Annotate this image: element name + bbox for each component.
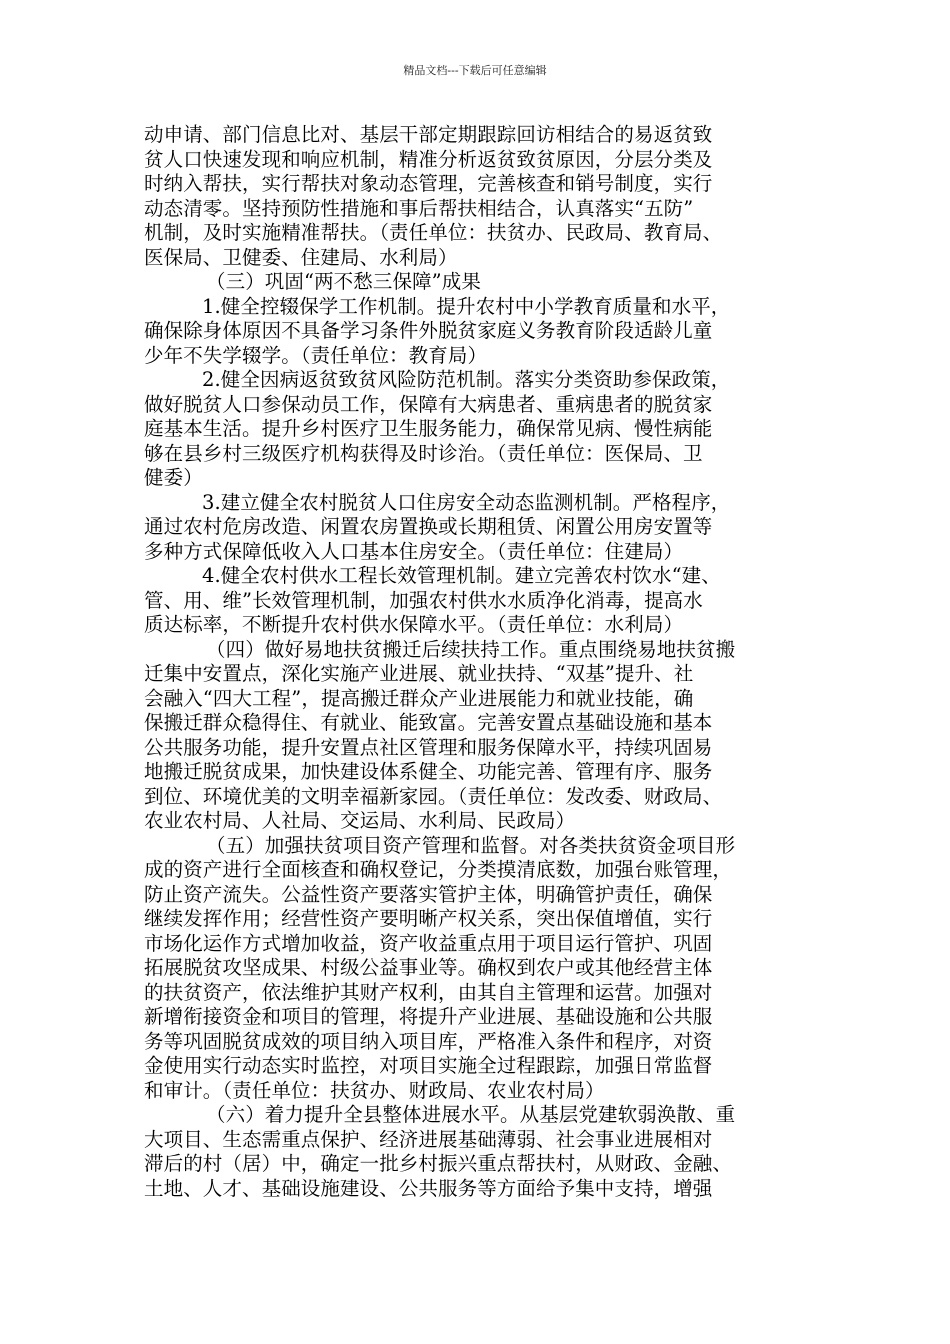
paragraph-start: 3.建立健全农村脱贫人口住房安全动态监测机制。严格程序， xyxy=(202,490,731,514)
section-heading: （三）巩固“两不愁三保障”成果 xyxy=(206,270,481,293)
document-body xyxy=(144,123,816,1201)
text-line: 到位、环境优美的文明幸福新家园。（责任单位：发改委、财政局、 xyxy=(144,784,723,808)
text-line: 健委） xyxy=(144,466,203,489)
text-line: 确保除身体原因不具备学习条件外脱贫家庭义务教育阶段适龄儿童 xyxy=(144,319,713,342)
text-line: 保搬迁群众稳得住、有就业、能致富。完善安置点基础设施和基本 xyxy=(144,711,713,734)
paragraph-start: 4.健全农村供水工程长效管理机制。建立完善农村饮水“建、 xyxy=(202,564,721,587)
section-heading: （四）做好易地扶贫搬迁后续扶持工作。重点围绕易地扶贫搬 xyxy=(206,637,736,661)
text-line: 农业农村局、人社局、交运局、水利局、民政局） xyxy=(144,809,576,832)
paragraph-start: 2.健全因病返贫致贫风险防范机制。落实分类资助参保政策， xyxy=(202,368,731,391)
text-line: 防止资产流失。公益性资产要落实管护主体，明确管护责任，确保 xyxy=(144,882,713,906)
text-line: 继续发挥作用；经营性资产要明晰产权关系，突出保值增值，实行 xyxy=(144,907,713,930)
text-line: 少年不失学辍学。（责任单位：教育局） xyxy=(144,343,488,367)
text-line: 地搬迁脱贫成果，加快建设体系健全、功能完善、管理有序、服务 xyxy=(144,760,713,783)
text-line: 多种方式保障低收入人口基本住房安全。（责任单位：住建局） xyxy=(144,539,684,563)
text-line: 拓展脱贫攻坚成果、村级公益事业等。确权到农户或其他经营主体 xyxy=(144,956,713,979)
text-line: 庭基本生活。提升乡村医疗卫生服务能力，确保常见病、慢性病能 xyxy=(144,417,713,440)
text-line: 市场化运作方式增加收益，资产收益重点用于项目运行管护、巩固 xyxy=(144,931,713,955)
text-line: 贫人口快速发现和响应机制，精准分析返贫致贫原因，分层分类及 xyxy=(144,147,713,171)
text-line: 机制，及时实施精准帮扶。（责任单位：扶贫办、民政局、教育局、 xyxy=(144,221,723,244)
text-line: 做好脱贫人口参保动员工作，保障有大病患者、重病患者的脱贫家 xyxy=(144,392,713,416)
text-line: 迁集中安置点，深化实施产业进展、就业扶持、“双基”提升、社 xyxy=(144,662,694,685)
text-line: 公共服务功能，提升安置点社区管理和服务保障水平，持续巩固易 xyxy=(144,735,713,759)
text-line: 动申请、部门信息比对、基层干部定期跟踪回访相结合的易返贫致 xyxy=(144,123,713,146)
text-line: 医保局、卫健委、住建局、水利局） xyxy=(144,245,458,269)
paragraph-start: 1.健全控辍保学工作机制。提升农村中小学教育质量和水平， xyxy=(202,294,731,318)
text-line: 时纳入帮扶，实行帮扶对象动态管理，完善核查和销号制度，实行 xyxy=(144,172,713,195)
section-heading: （六）着力提升全县整体进展水平。从基层党建软弱涣散、重 xyxy=(206,1103,736,1126)
text-line: 够在县乡村三级医疗机构获得及时诊治。（责任单位：医保局、卫 xyxy=(144,441,703,465)
text-line: 成的资产进行全面核查和确权登记，分类摸清底数，加强台账管理， xyxy=(144,858,733,881)
text-line: 和审计。（责任单位：扶贫办、财政局、农业农村局） xyxy=(144,1078,605,1102)
text-line: 大项目、生态需重点保护、经济进展基础薄弱、社会事业进展相对 xyxy=(144,1127,713,1151)
text-line: 动态清零。坚持预防性措施和事后帮扶相结合，认真落实“五防” xyxy=(144,196,694,220)
text-line: 质达标率，不断提升农村供水保障水平。（责任单位：水利局） xyxy=(144,613,684,636)
text-line: 新增衔接资金和项目的管理，将提升产业进展、基础设施和公共服 xyxy=(144,1005,713,1028)
text-line: 务等巩固脱贫成效的项目纳入项目库，严格准入条件和程序，对资 xyxy=(144,1029,713,1053)
text-line: 土地、人才、基础设施建设、公共服务等方面给予集中支持，增强 xyxy=(144,1176,713,1200)
text-line: 通过农村危房改造、闲置农房置换或长期租赁、闲置公用房安置等 xyxy=(144,515,713,538)
text-line: 的扶贫资产，依法维护其财产权利，由其自主管理和运营。加强对 xyxy=(144,980,713,1004)
text-line: 金使用实行动态实时监控，对项目实施全过程跟踪，加强日常监督 xyxy=(144,1054,713,1077)
text-line: 滞后的村（居）中，确定一批乡村振兴重点帮扶村，从财政、金融、 xyxy=(144,1152,733,1175)
text-line: 会融入“四大工程”，提高搬迁群众产业进展能力和就业技能，确 xyxy=(144,686,694,710)
section-heading: （五）加强扶贫项目资产管理和监督。对各类扶贫资金项目形 xyxy=(206,833,736,857)
text-line: 管、用、维”长效管理机制，加强农村供水水质净化消毒，提高水 xyxy=(144,588,703,612)
page-header: 精品文档---下载后可任意编辑 xyxy=(403,64,547,77)
